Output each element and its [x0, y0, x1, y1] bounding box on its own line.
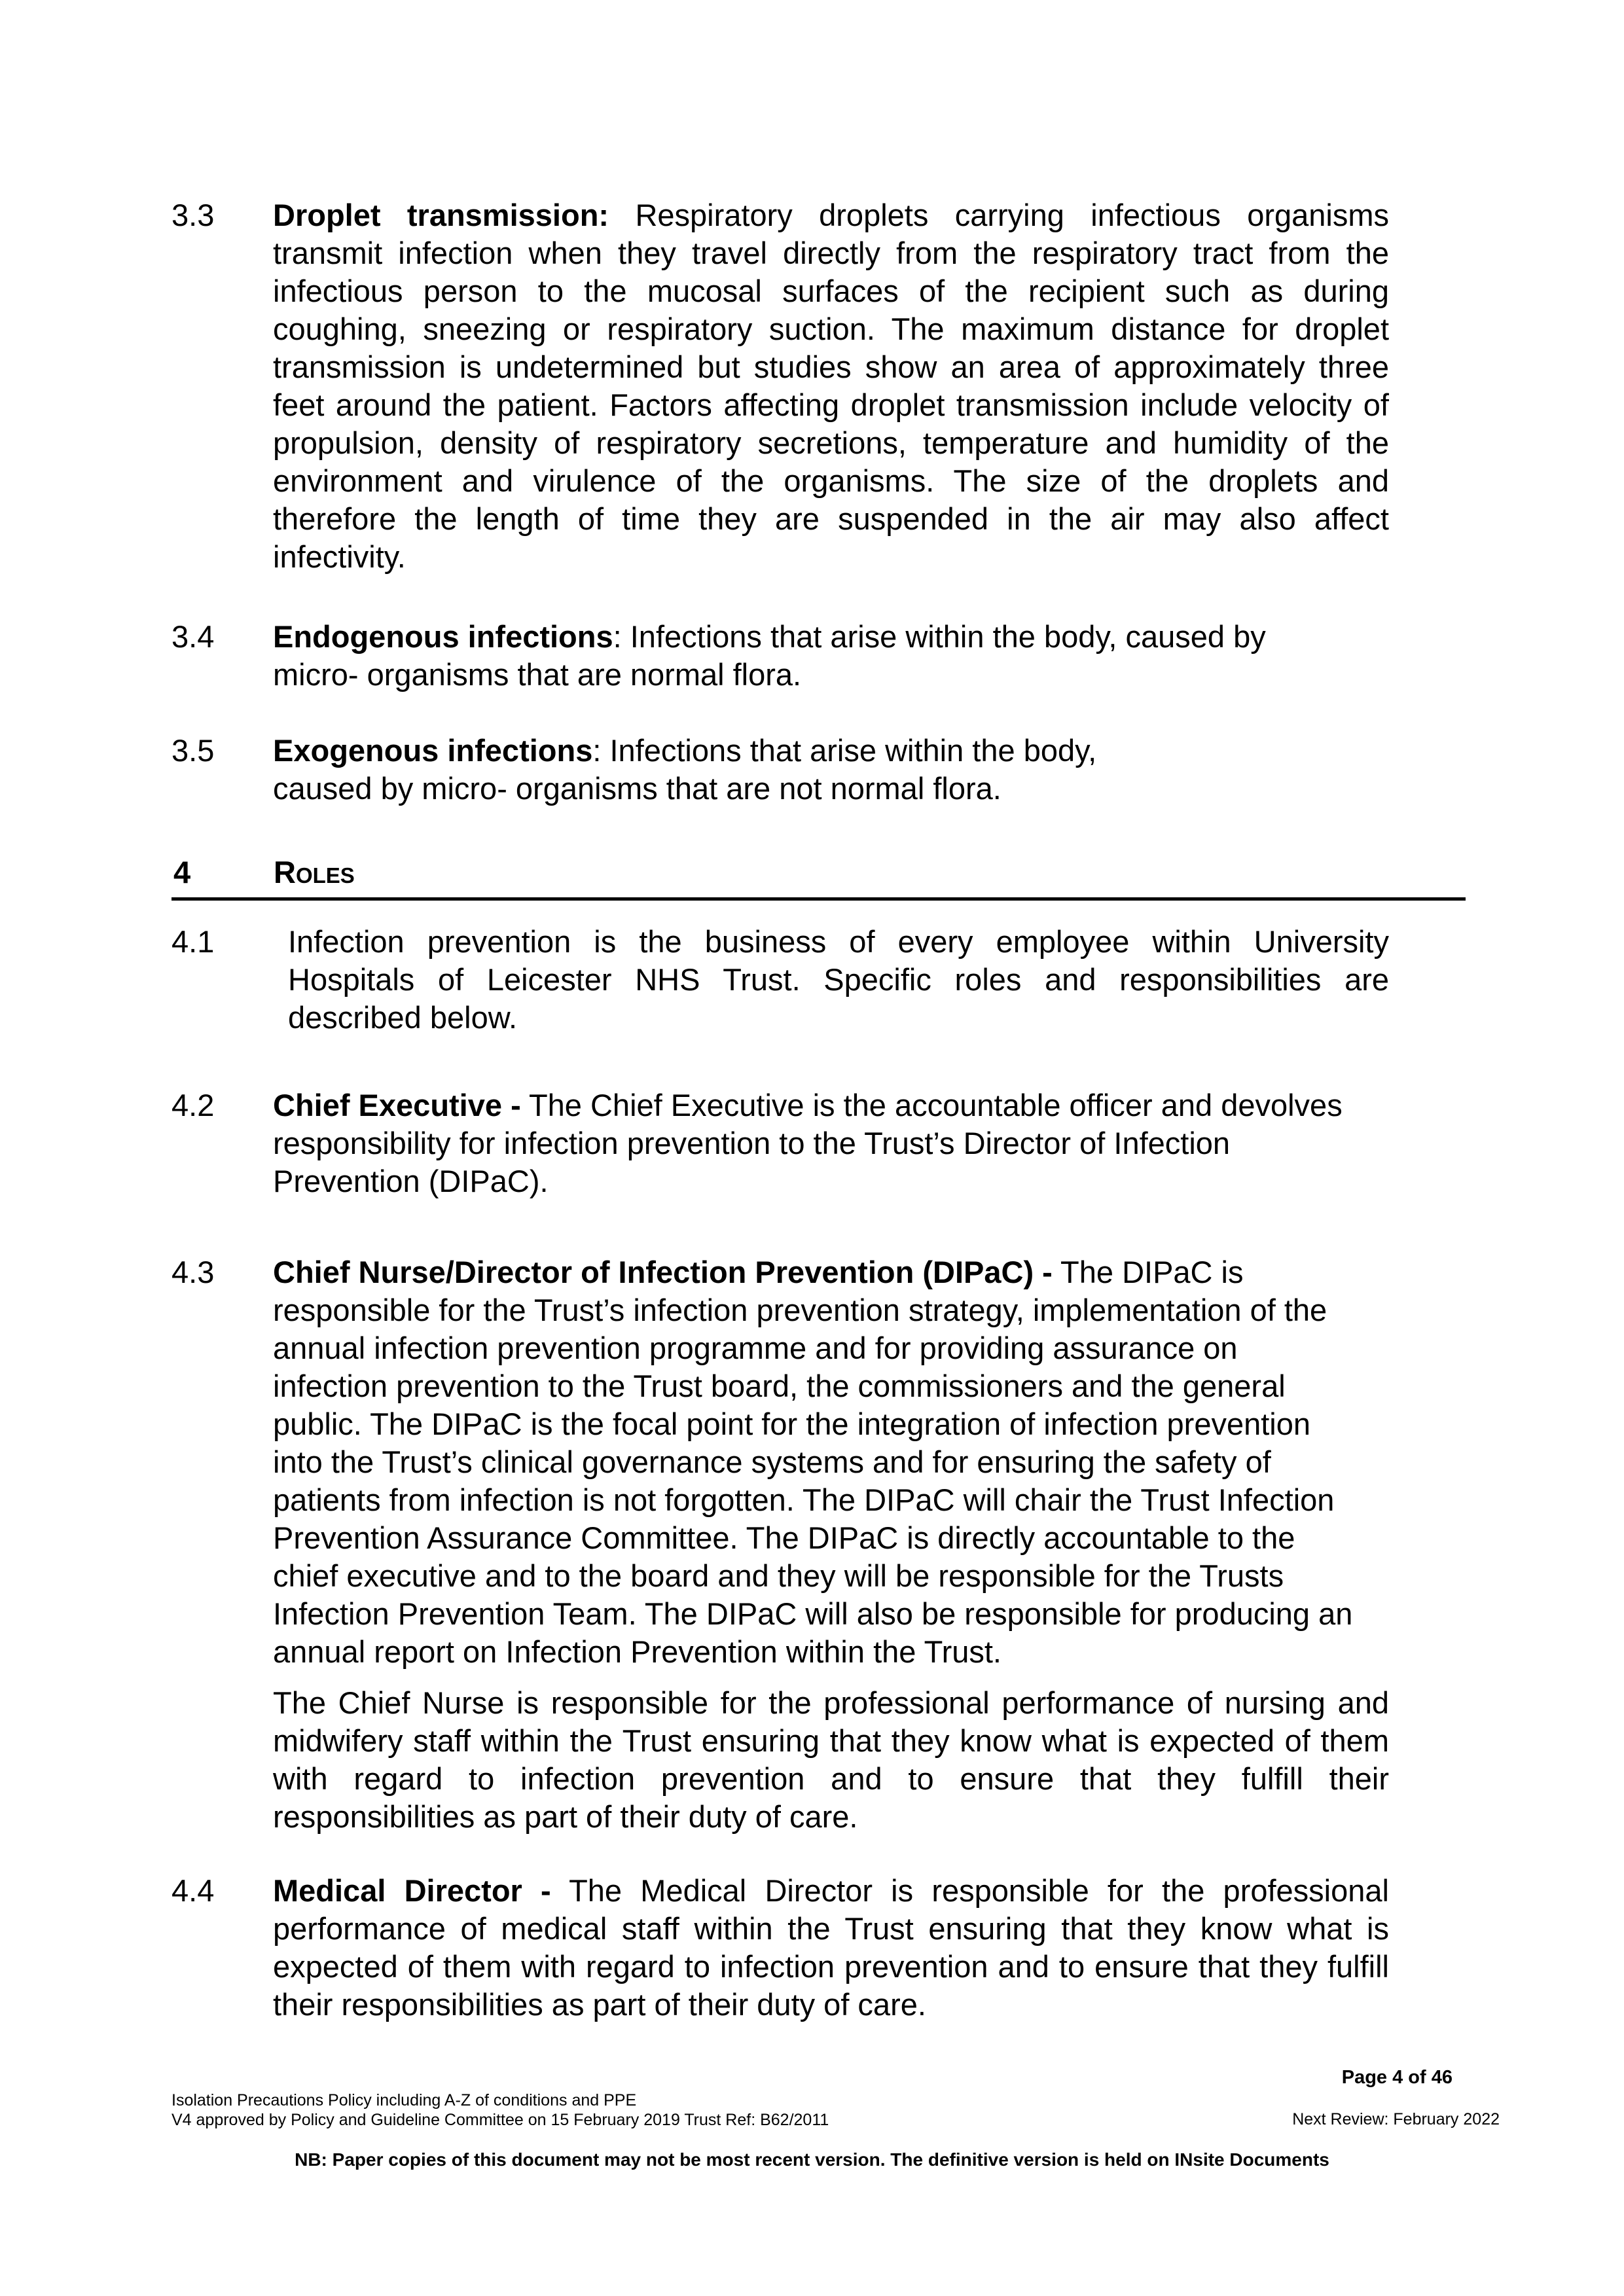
section-line: Infection Prevention Team. The DIPaC will also be responsible for producing an: [273, 1596, 1353, 1631]
section-term: Exogenous infections: [273, 733, 593, 768]
section-paragraph: [273, 196, 1389, 576]
heading-rule: [171, 897, 1466, 901]
page-number: Page 4 of 46: [1341, 2067, 1453, 2088]
section-line: [273, 618, 1451, 656]
section-line: into the Trust’s clinical governance systems and for ensuring the safety of: [273, 1444, 1271, 1479]
section-number: 4.2: [171, 1088, 215, 1122]
section-line: responsibility for infection prevention to the Trust’s Director of Infection: [273, 1126, 1231, 1160]
section-number: 3.3: [171, 198, 215, 232]
footer-approval: V4 approved by Policy and Guideline Committee on 15 February 2019 Trust Ref: B62/2011: [171, 2111, 829, 2129]
section-term: Droplet transmission:: [273, 198, 609, 232]
section-term: Endogenous infections: [273, 619, 613, 654]
section-term: Chief Executive -: [273, 1088, 521, 1122]
section-line: responsible for the Trust’s infection prevention strategy, implementation of the: [273, 1293, 1327, 1327]
section-line: patients from infection is not forgotten. The DIPaC will chair the Trust Infection: [273, 1482, 1335, 1517]
section-line: Prevention Assurance Committee. The DIPaC is directly accountable to the: [273, 1520, 1295, 1555]
section-paragraph: [273, 1872, 1389, 2024]
section-text: The Medical Director is responsible for the professional performance of medical staff within the Trust ensuring that they know what is expected of them with regard to infection prevention and to ensure that they fulfill their responsibilities as part of their duty of care.: [273, 1873, 1389, 2022]
section-line: [273, 1253, 1471, 1291]
footer-next-review: Next Review: February 2022: [1292, 2110, 1500, 2128]
section-line: caused by micro- organisms that are not normal flora.: [273, 771, 1001, 806]
section-line: public. The DIPaC is the focal point for the integration of infection prevention: [273, 1407, 1311, 1441]
section-paragraph: Infection prevention is the business of every employee within University Hospitals of Leicester NHS Trust. Specific roles and responsibilities are described below.: [288, 924, 1389, 1035]
section-line: annual report on Infection Prevention within the Trust.: [273, 1634, 1001, 1669]
section-text: : Infections that arise within the body,: [592, 733, 1097, 768]
section-line: [273, 1086, 1471, 1124]
section-term: Medical Director -: [273, 1873, 551, 1908]
section-line: Prevention (DIPaC).: [273, 1164, 549, 1198]
section-number: 4.1: [171, 924, 215, 959]
section-number: 3.5: [171, 733, 215, 768]
section-number: 4.4: [171, 1873, 215, 1908]
section-line: infection prevention to the Trust board, the commissioners and the general: [273, 1369, 1286, 1403]
section-text: Respiratory droplets carrying infectious organisms transmit infection when they travel directly from the respiratory tract from the infectious person to the mucosal surfaces of the recipient such as during coughing, sneezing or respiratory suction. The maximum distance for droplet transmission is undetermined but studies show an area of approximately three feet around the patient. Factors affecting droplet transmission include velocity of propulsion, density of respiratory secretions, temperature and humidity of the environment and virulence of the organisms. The size of the droplets and therefore the length of time they are suspended in the air may also affect infectivity.: [273, 198, 1389, 574]
section-text: The DIPaC is: [1052, 1255, 1244, 1289]
footer-document-info: [171, 2090, 829, 2130]
section-line: annual infection prevention programme and for providing assurance on: [273, 1331, 1238, 1365]
footer-doc-title: Isolation Precautions Policy including A-Z of conditions and PPE: [171, 2091, 637, 2109]
section-text: : Infections that arise within the body, caused by: [613, 619, 1266, 654]
heading-title: Roles: [274, 855, 355, 889]
footer-note: NB: Paper copies of this document may not be most recent version. The definitive version is held on INsite Documents: [295, 2149, 1329, 2170]
section-number: 3.4: [171, 619, 215, 654]
section-line: [273, 732, 1451, 770]
heading-number: 4: [173, 855, 191, 889]
section-line: chief executive and to the board and they will be responsible for the Trusts: [273, 1558, 1284, 1593]
section-number: 4.3: [171, 1255, 215, 1289]
section-line: micro- organisms that are normal flora.: [273, 657, 802, 692]
section-paragraph: The Chief Nurse is responsible for the professional performance of nursing and midwifery staff within the Trust ensuring that they know what is expected of them with regard to infection prevention and to ensure that they fulfill their responsibilities as part of their duty of care.: [273, 1685, 1389, 1834]
section-text: The Chief Executive is the accountable officer and devolves: [520, 1088, 1343, 1122]
section-term: Chief Nurse/Director of Infection Prevention (DIPaC) -: [273, 1255, 1053, 1289]
